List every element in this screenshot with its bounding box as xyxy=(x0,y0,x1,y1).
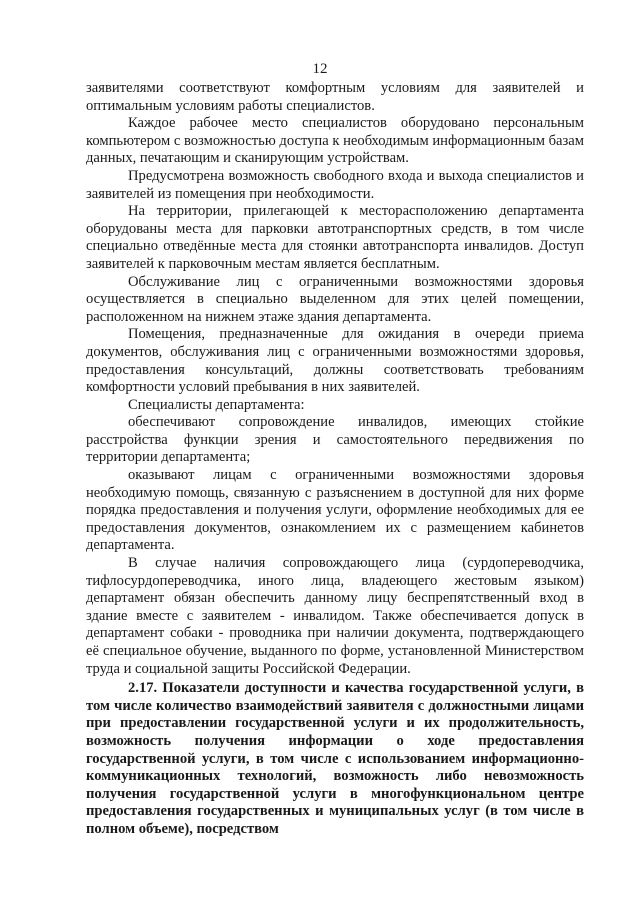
paragraph-3: Предусмотрена возможность свободного входа и выхода специалистов и заявителей из помещения при необходимости. xyxy=(86,167,584,202)
paragraph-2: Каждое рабочее место специалистов оборудовано персональным компьютером с возможностью доступа к необходимым информационным базам данных, печатающим и сканирующим устройствам. xyxy=(86,115,585,167)
paragraph-1: заявителями соответствуют комфортным условиям для заявителей и оптимальным условиям работы специалистов. xyxy=(86,80,584,114)
page-number: 12 xyxy=(312,61,328,77)
document-body xyxy=(86,80,584,839)
paragraph-9: оказывают лицам с ограниченными возможностями здоровья необходимую помощь, связанную с разъяснением в доступной для них форме порядка предоставления и получения услуги, оформление необходимых для ее предоставления документов, ознакомлением их с размещением кабинетов департамента. xyxy=(86,467,584,554)
section-heading-2-17: 2.17. Показатели доступности и качества государственной услуги, в том числе количество взаимодействий заявителя с должностными лицами при предоставлении государственной услуги и их продолжительность, возможность получения информации о ходе предоставления государственной услуги, в том числе с использованием информационно-коммуникационных технологий, возможность либо невозможность получения государственной услуги в многофункциональном центре предоставления государственных и муниципальных услуг (в том числе в полном объеме), посредством xyxy=(86,680,584,837)
paragraph-8: обеспечивают сопровождение инвалидов, имеющих стойкие расстройства функции зрения и самостоятельного передвижения по территории департамента; xyxy=(86,414,584,466)
paragraph-7: Специалисты департамента: xyxy=(128,396,305,413)
paragraph-5: Обслуживание лиц с ограниченными возможностями здоровья осуществляется в специально выделенном для этих целей помещении, расположенном на нижнем этаже здания департамента. xyxy=(86,273,584,325)
paragraph-10: В случае наличия сопровождающего лица (сурдопереводчика, тифлосурдопереводчика, иного лица, владеющего жестовым языком) департамент обязан обеспечить данному лицу беспрепятственный вход в здание вместе с заявителем - инвалидом. Также обеспечивается допуск в департамент собаки - проводника при наличии документа, подтверждающего её специальное обучение, выданного по форме, установленной Министерством труда и социальной защиты Российской Федерации. xyxy=(86,555,584,677)
paragraph-4: На территории, прилегающей к месторасположению департамента оборудованы места для парковки автотранспортных средств, в том числе специально отведённые места для стоянки автотранспорта инвалидов. Доступ заявителей к парковочным местам является бесплатным. xyxy=(86,203,584,272)
paragraph-6: Помещения, предназначенные для ожидания в очереди приема документов, обслуживания лиц с ограниченными возможностями здоровья, предоставления консультаций, должны соответствовать требованиям комфортности условий пребывания в них заявителей. xyxy=(86,326,584,396)
